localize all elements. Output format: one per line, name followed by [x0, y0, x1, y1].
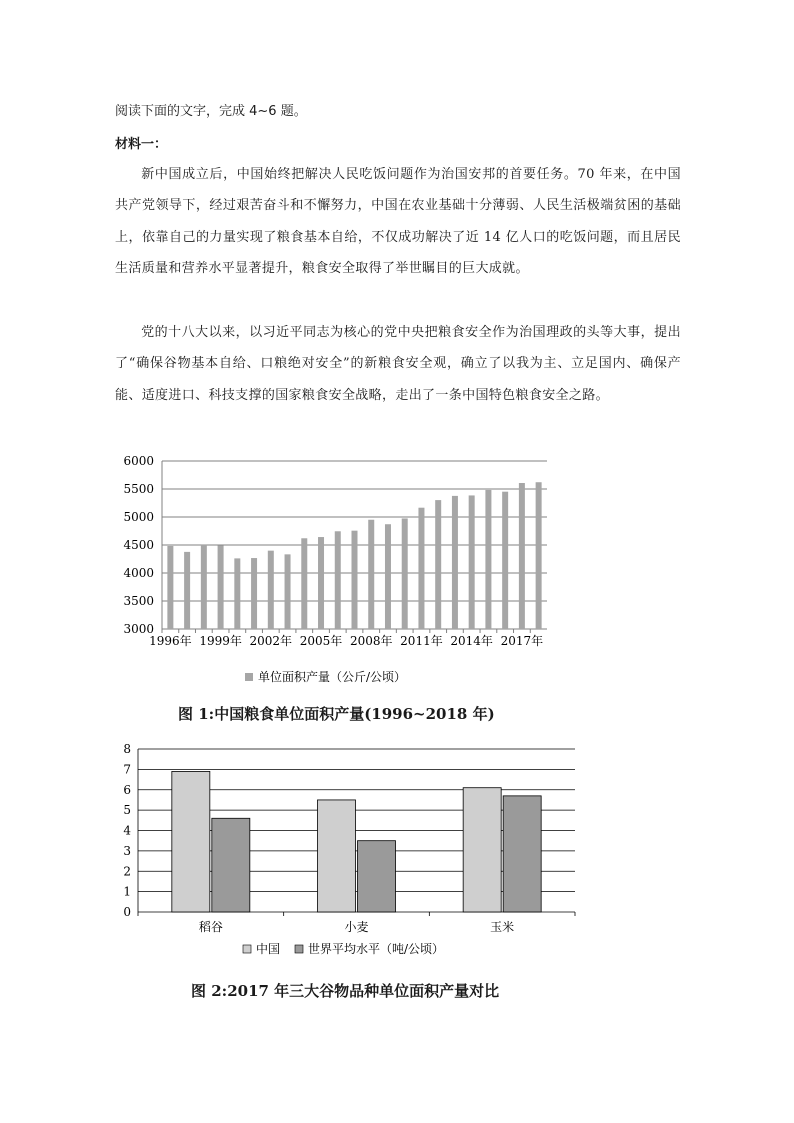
- bar-1997: [184, 552, 190, 629]
- bar-2000: [234, 558, 240, 629]
- x-tick-label: 2005年: [299, 634, 343, 648]
- y-tick-label: 2: [123, 864, 131, 879]
- bar-1998: [201, 545, 207, 629]
- legend-label: 单位面积产量（公斤/公顷）: [258, 670, 407, 684]
- y-tick-label: 4000: [123, 566, 154, 580]
- legend-swatch-china: [243, 945, 251, 953]
- y-tick-label: 3000: [123, 622, 154, 636]
- y-tick-label: 3: [123, 843, 131, 858]
- x-category-label: 玉米: [490, 920, 515, 934]
- bar-小麦-1: [358, 841, 396, 912]
- figure-2-caption: 图 2:2017 年三大谷物品种单位面积产量对比: [191, 982, 500, 1000]
- intro-line: 阅读下面的文字，完成 4~6 题。: [115, 104, 307, 119]
- paragraph-2: [115, 317, 681, 411]
- y-tick-label: 5500: [123, 482, 154, 496]
- bar-2009: [385, 524, 391, 629]
- y-tick-label: 5000: [123, 510, 154, 524]
- bar-2016: [502, 492, 508, 629]
- figure-1-chart: [110, 450, 570, 690]
- bar-2011: [418, 508, 424, 629]
- y-tick-label: 3500: [123, 594, 154, 608]
- x-tick-label: 2008年: [349, 634, 393, 648]
- legend-swatch: [245, 673, 253, 681]
- y-tick-label: 4: [123, 823, 131, 838]
- bar-2003: [285, 554, 291, 629]
- figure-1-caption: 图 1:中国粮食单位面积产量(1996~2018 年): [178, 705, 495, 723]
- bar-2002: [268, 551, 274, 629]
- bar-2018: [536, 482, 542, 629]
- paragraph-1: [115, 159, 681, 285]
- bar-稻谷-1: [212, 818, 250, 912]
- x-tick-label: 1999年: [199, 634, 242, 648]
- bar-玉米-0: [463, 788, 501, 912]
- y-tick-label: 7: [123, 762, 131, 777]
- bar-1999: [218, 545, 224, 629]
- bar-2004: [301, 538, 307, 629]
- x-category-label: 小麦: [344, 920, 369, 934]
- material-label: 材料一：: [115, 137, 168, 152]
- bar-玉米-1: [503, 796, 541, 912]
- y-tick-label: 0: [123, 905, 131, 919]
- y-tick-label: 5: [123, 803, 131, 818]
- paragraph-2-text: 党的十八大以来，以习近平同志为核心的党中央把粮食安全作为治国理政的头等大事，提出了“确保谷物基本自给、口粮绝对安全”的新粮食安全观，确立了以我为主、立足国内、确保产能、适度进口、科技支撑的国家粮食安全战略，走出了一条中国特色粮食安全之路。: [115, 325, 681, 403]
- legend-label-world: 世界平均水平（吨/公顷）: [308, 942, 445, 956]
- y-tick-label: 4500: [123, 538, 154, 552]
- bar-2013: [452, 496, 458, 629]
- bar-2015: [485, 490, 491, 629]
- x-tick-label: 2011年: [400, 634, 443, 648]
- bar-2010: [402, 518, 408, 629]
- bar-小麦-0: [318, 800, 356, 912]
- figure-2-chart: [110, 740, 590, 970]
- legend-label-china: 中国: [256, 942, 281, 956]
- y-tick-label: 1: [123, 884, 131, 899]
- bar-1996: [167, 546, 173, 629]
- bar-2017: [519, 483, 525, 629]
- x-tick-label: 2017年: [500, 634, 544, 648]
- y-tick-label: 6000: [123, 454, 154, 468]
- bar-2006: [335, 531, 341, 629]
- x-tick-label: 2014年: [450, 634, 493, 648]
- paragraph-1-text: 新中国成立后，中国始终把解决人民吃饭问题作为治国安邦的首要任务。70 年来，在中国共产党领导下，经过艰苦奋斗和不懈努力，中国在农业基础十分薄弱、人民生活极端贫困的基础上，依靠自己的力量实现了粮食基本自给，不仅成功解决了近 14 亿人口的吃饭问题，而且居民生活质量和营养水平显著提升，粮食安全取得了举世瞩目的巨大成就。: [115, 167, 681, 277]
- bar-稻谷-0: [172, 771, 210, 912]
- y-tick-label: 8: [123, 742, 131, 756]
- x-category-label: 稻谷: [198, 920, 223, 934]
- x-tick-label: 2002年: [249, 634, 293, 648]
- bar-2005: [318, 537, 324, 629]
- legend-swatch-world: [295, 945, 303, 953]
- bar-2012: [435, 500, 441, 629]
- y-tick-label: 6: [123, 782, 131, 797]
- bar-2007: [352, 531, 358, 629]
- bar-2014: [469, 495, 475, 629]
- bar-2001: [251, 558, 257, 629]
- x-tick-label: 1996年: [149, 634, 192, 648]
- bar-2008: [368, 520, 374, 629]
